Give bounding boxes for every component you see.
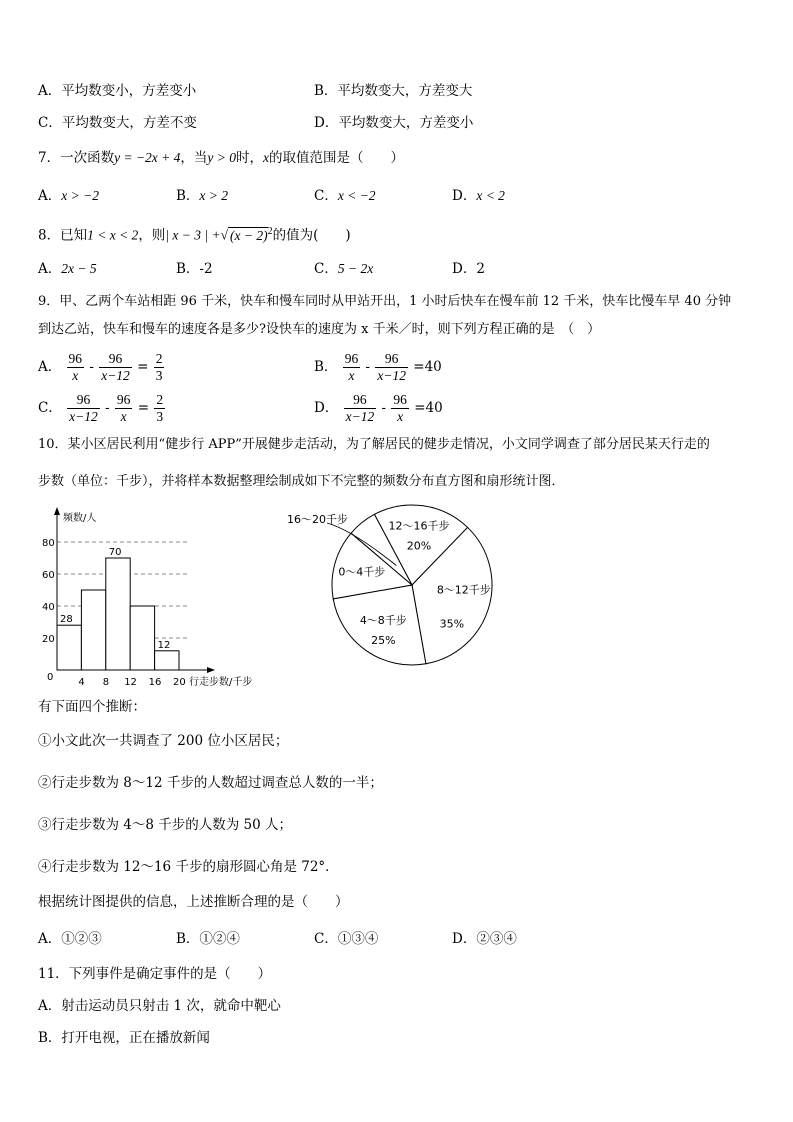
q6-option-c: C．平均数变大，方差不变 <box>38 115 197 131</box>
q7-function: y = −2x + 4 <box>114 150 181 165</box>
pie-percent: 20% <box>406 539 432 553</box>
x-tick-label: 0 <box>47 672 54 683</box>
pie-label: 16～20千步 <box>287 513 348 526</box>
q9-stem-line1: 9．甲、乙两个车站相距 96 千米，快车和慢车同时从甲站开出，1 小时后快车在慢车前 12 千米，快车比慢车早 40 分钟 <box>38 294 732 309</box>
histogram-bar-3 <box>106 558 130 670</box>
histogram-bar-1 <box>57 625 81 670</box>
bar-value-label: 28 <box>60 614 73 626</box>
q10-statement-3: ③行走步数为 4～8 千步的人数为 50 人； <box>38 817 293 833</box>
q9-option-c: C． $\frac{96}{x-12}$ - $\frac{96}{x}$ = $\frac{2}{3}$ <box>38 392 164 424</box>
q10-stem-line1: 10．某小区居民利用“健步行 APP”开展健步走活动，为了解居民的健步走情况，小文同学调查了部分居民某天行走的 <box>38 437 710 452</box>
bar-value-label: 12 <box>157 639 171 651</box>
q11-option-b: B．打开电视，正在播放新闻 <box>38 1030 210 1046</box>
q6-option-d: D．平均数变大，方差变小 <box>314 115 474 131</box>
y-tick-label: 80 <box>42 538 55 549</box>
y-tick-label: 40 <box>42 602 55 613</box>
x-tick-label: 16 <box>148 677 162 688</box>
x-axis-title: 行走步数/千步 <box>189 677 253 688</box>
q10-question: 根据统计图提供的信息，上述推断合理的是（ ） <box>38 894 349 910</box>
q10-option-a: A．①②③ <box>38 931 102 947</box>
q11-option-a: A．射击运动员只射击 1 次，就命中靶心 <box>38 998 281 1014</box>
q7-option-a: A．x > −2 <box>38 188 99 204</box>
y-tick-label: 20 <box>42 634 55 645</box>
x-axis-arrow <box>207 667 215 673</box>
x-tick-label: 4 <box>78 677 85 688</box>
q10-option-d: D．②③④ <box>452 931 517 947</box>
q10-statement-1: ①小文此次一共调查了 200 位小区居民； <box>38 733 289 749</box>
q7-option-d: D．x < 2 <box>452 188 505 204</box>
pie-percent: 25% <box>371 633 396 647</box>
q11-stem: 11．下列事件是确定事件的是（ ） <box>38 966 272 982</box>
q8-option-a: A．2x − 5 <box>38 261 97 277</box>
q7-option-b: B．x > 2 <box>176 188 229 204</box>
pie-label: 12～16千步 <box>388 519 450 533</box>
q9-option-d: D． $\frac{96}{x-12}$ - $\frac{96}{x}$ =40 <box>314 392 443 424</box>
q7-stem: 7．一次函数y = −2x + 4，当y > 0时，x的取值范围是（ ） <box>38 150 405 166</box>
pie-chart <box>285 503 505 668</box>
q10-statement-4: ④行走步数为 12～16 千步的扇形圆心角是 72°． <box>38 859 339 875</box>
q10-option-c: C．①③④ <box>314 931 379 947</box>
y-axis-title: 频数/人 <box>63 513 97 524</box>
y-axis-arrow <box>54 507 60 515</box>
q9-option-a: A． $\frac{96}{x}$ - $\frac{96}{x-12}$ = $\frac{2}{3}$ <box>38 351 163 383</box>
frequency-histogram <box>30 505 270 695</box>
pie-label: 4～8千步 <box>359 613 407 627</box>
q7-option-c: C．x < −2 <box>314 188 376 204</box>
q6-option-a: A．平均数变小，方差变小 <box>38 83 197 99</box>
q9-option-b: B． $\frac{96}{x}$ - $\frac{96}{x-12}$ =40 <box>314 351 442 383</box>
q10-statement-2: ②行走步数为 8～12 千步的人数超过调查总人数的一半； <box>38 775 383 791</box>
pie-label: 8～12千步 <box>436 583 491 597</box>
q9-stem-line2: 到达乙站，快车和慢车的速度各是多少?设快车的速度为 x 千米／时，则下列方程正确的是 （ ） <box>38 322 601 337</box>
x-tick-label: 8 <box>102 677 110 688</box>
q10-stem-line2: 步数（单位：千步），并将样本数据整理绘制成如下不完整的频数分布直方图和扇形统计图． <box>38 474 565 489</box>
y-tick-label: 60 <box>42 570 55 581</box>
q8-stem: 8．已知1 < x < 2，则| x − 3 | +√ $(x - 2)^2$的值为( ) <box>38 226 351 244</box>
q8-option-b: B．-2 <box>176 261 213 277</box>
q10-intro: 有下面四个推断： <box>38 699 146 715</box>
q10-option-b: B．①②④ <box>176 931 240 947</box>
x-tick-label: 20 <box>173 677 186 688</box>
q8-option-d: D．2 <box>452 261 485 277</box>
q8-option-c: C．5 − 2x <box>314 261 374 277</box>
pie-percent: 35% <box>439 617 465 631</box>
q6-option-b: B．平均数变大，方差变大 <box>314 83 473 99</box>
bar-value-label: 70 <box>108 547 122 558</box>
histogram-bar-4 <box>130 606 154 670</box>
histogram-bar-5 <box>155 651 179 670</box>
x-tick-label: 12 <box>124 677 137 688</box>
pie-label: 0～4千步 <box>338 565 386 579</box>
histogram-bar-2 <box>81 590 105 670</box>
